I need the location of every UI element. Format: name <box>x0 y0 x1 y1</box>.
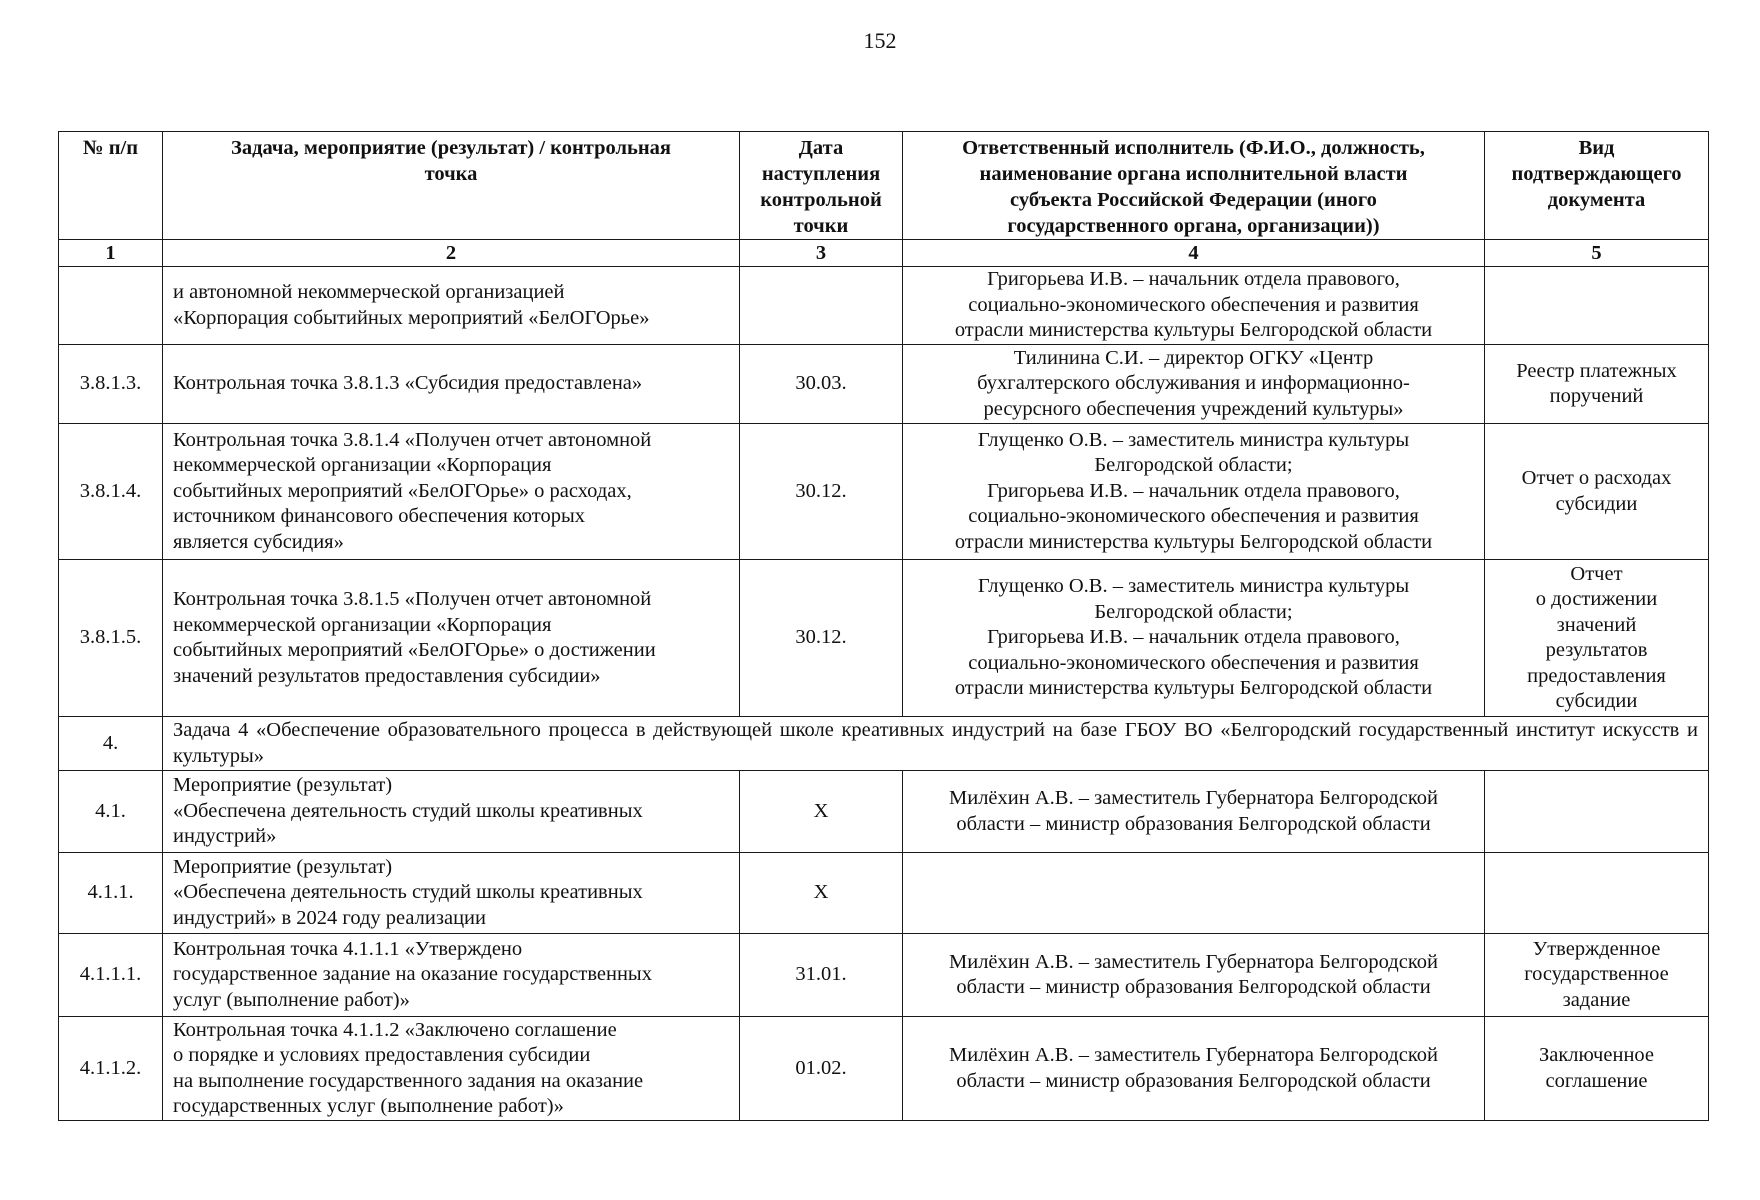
row-task: Контрольная точка 3.8.1.4 «Получен отчет автономной некоммерческой организации «Корпорация событийных мероприятий «БелОГОрье» о расходах, источником финансового обеспечения которых является субсидия» <box>163 424 740 560</box>
header-task: Задача, мероприятие (результат) / контрольная точка <box>163 132 740 240</box>
row-responsible: Григорьева И.В. – начальник отдела правового, социально-экономического обеспечения и развития отрасли министерства культуры Белгородской области <box>903 267 1485 345</box>
table-row <box>59 560 1709 717</box>
row-task: Мероприятие (результат) «Обеспечена деятельность студий школы креативных индустрий» в 2024 году реализации <box>163 853 740 934</box>
control-points-table <box>58 131 1709 1121</box>
header-document: Вид подтверждающего документа <box>1485 132 1709 240</box>
row-document <box>1485 853 1709 934</box>
row-number: 4.1. <box>59 771 163 853</box>
row-date <box>740 267 903 345</box>
table-row <box>59 771 1709 853</box>
table-row <box>59 934 1709 1017</box>
row-document: Отчет о расходах субсидии <box>1485 424 1709 560</box>
row-responsible: Милёхин А.В. – заместитель Губернатора Белгородской области – министр образования Белгородской области <box>903 934 1485 1017</box>
row-date: X <box>740 771 903 853</box>
row-date: 30.12. <box>740 424 903 560</box>
table-row <box>59 853 1709 934</box>
header-num: № п/п <box>59 132 163 240</box>
row-number: 4.1.1.1. <box>59 934 163 1017</box>
table-row <box>59 267 1709 345</box>
row-number: 3.8.1.5. <box>59 560 163 717</box>
row-task: и автономной некоммерческой организацией «Корпорация событийных мероприятий «БелОГОрье» <box>163 267 740 345</box>
row-responsible: Милёхин А.В. – заместитель Губернатора Белгородской области – министр образования Белгородской области <box>903 1017 1485 1121</box>
row-date: X <box>740 853 903 934</box>
table-row <box>59 717 1709 771</box>
header-date: Дата наступления контрольной точки <box>740 132 903 240</box>
column-number: 2 <box>163 240 740 267</box>
row-document <box>1485 771 1709 853</box>
column-number: 4 <box>903 240 1485 267</box>
column-number: 1 <box>59 240 163 267</box>
row-number: 4.1.1.2. <box>59 1017 163 1121</box>
row-document <box>1485 267 1709 345</box>
row-date: 30.03. <box>740 345 903 424</box>
row-task: Мероприятие (результат) «Обеспечена деятельность студий школы креативных индустрий» <box>163 771 740 853</box>
header-responsible: Ответственный исполнитель (Ф.И.О., должность, наименование органа исполнительной власти субъекта Российской Федерации (иного государственного органа, организации)) <box>903 132 1485 240</box>
header-row <box>59 132 1709 240</box>
row-date: 31.01. <box>740 934 903 1017</box>
row-task: Контрольная точка 3.8.1.3 «Субсидия предоставлена» <box>163 345 740 424</box>
row-responsible <box>903 853 1485 934</box>
task-heading: Задача 4 «Обеспечение образовательного процесса в действующей школе креативных индустрий на базе ГБОУ ВО «Белгородский государственный институт искусств и культуры» <box>163 717 1709 771</box>
row-number: 3.8.1.3. <box>59 345 163 424</box>
row-document: Утвержденное государственное задание <box>1485 934 1709 1017</box>
table-row <box>59 1017 1709 1121</box>
column-number: 3 <box>740 240 903 267</box>
row-document: Заключенное соглашение <box>1485 1017 1709 1121</box>
row-task: Контрольная точка 3.8.1.5 «Получен отчет автономной некоммерческой организации «Корпорация событийных мероприятий «БелОГОрье» о достижении значений результатов предоставления субсидии» <box>163 560 740 717</box>
row-number <box>59 267 163 345</box>
row-number: 3.8.1.4. <box>59 424 163 560</box>
row-responsible: Глущенко О.В. – заместитель министра культуры Белгородской области; Григорьева И.В. – начальник отдела правового, социально-экономического обеспечения и развития отрасли министерства культуры Белгородской области <box>903 424 1485 560</box>
row-task: Контрольная точка 4.1.1.1 «Утверждено государственное задание на оказание государственных услуг (выполнение работ)» <box>163 934 740 1017</box>
row-task: Контрольная точка 4.1.1.2 «Заключено соглашение о порядке и условиях предоставления субсидии на выполнение государственного задания на оказание государственных услуг (выполнение работ)» <box>163 1017 740 1121</box>
row-responsible: Тилинина С.И. – директор ОГКУ «Центр бухгалтерского обслуживания и информационно- ресурсного обеспечения учреждений культуры» <box>903 345 1485 424</box>
page-number: 152 <box>863 28 897 53</box>
row-document: Отчет о достижении значений результатов предоставления субсидии <box>1485 560 1709 717</box>
row-date: 01.02. <box>740 1017 903 1121</box>
table-row <box>59 424 1709 560</box>
column-number-row <box>59 240 1709 267</box>
row-responsible: Глущенко О.В. – заместитель министра культуры Белгородской области; Григорьева И.В. – начальник отдела правового, социально-экономического обеспечения и развития отрасли министерства культуры Белгородской области <box>903 560 1485 717</box>
column-number: 5 <box>1485 240 1709 267</box>
table-row <box>59 345 1709 424</box>
row-number: 4. <box>59 717 163 771</box>
row-document: Реестр платежных поручений <box>1485 345 1709 424</box>
row-number: 4.1.1. <box>59 853 163 934</box>
row-date: 30.12. <box>740 560 903 717</box>
row-responsible: Милёхин А.В. – заместитель Губернатора Белгородской области – министр образования Белгородской области <box>903 771 1485 853</box>
